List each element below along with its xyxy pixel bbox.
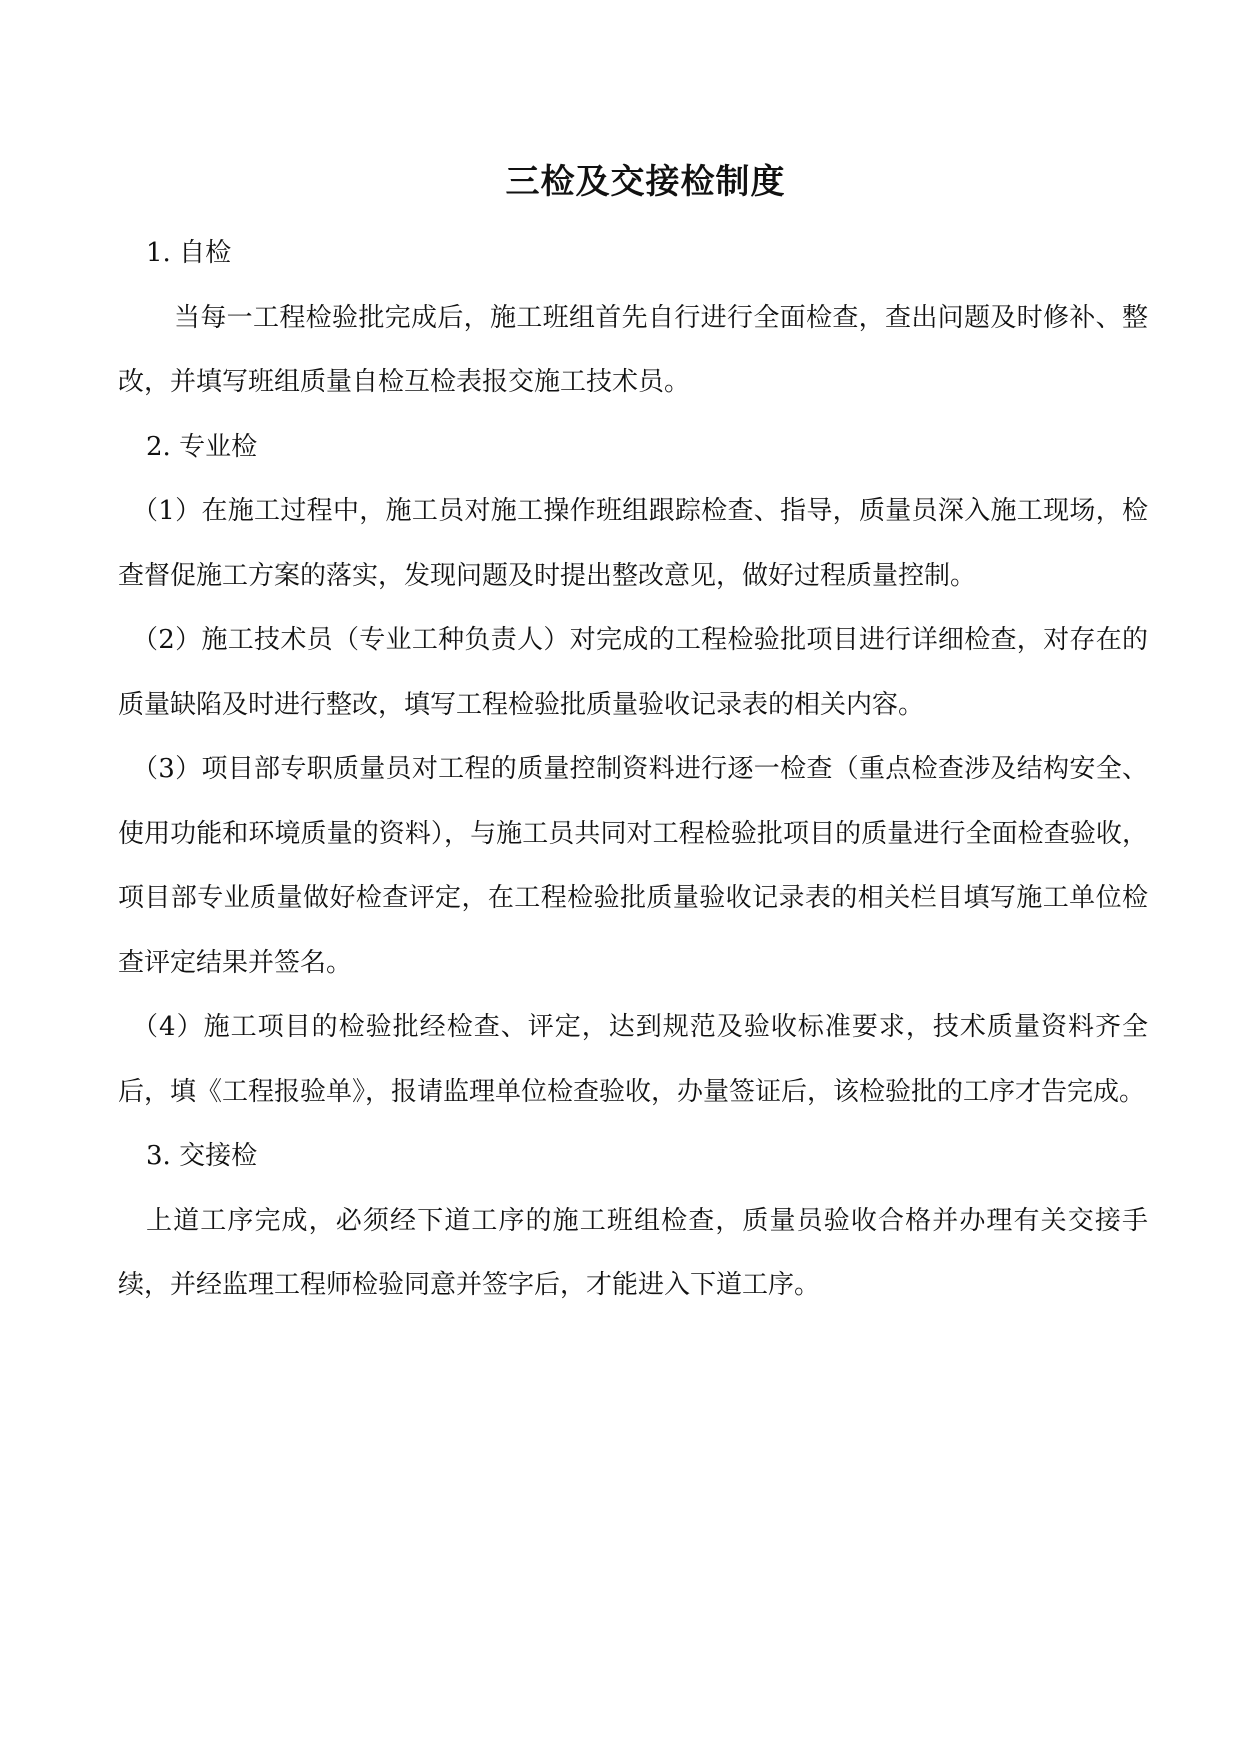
section-heading-handover-check: 3. 交接检 [146, 1141, 258, 1171]
paragraph-professional-check-2: （2）施工技术员（专业工种负责人）对完成的工程检验批项目进行详细检查，对存在的质量缺陷及时进行整改，填写工程检验批质量验收记录表的相关内容。 [118, 625, 1148, 720]
document-title: 三检及交接检制度 [505, 162, 786, 202]
paragraph-handover-check: 上道工序完成，必须经下道工序的施工班组检查，质量员验收合格并办理有关交接手续，并经监理工程师检验同意并签字后，才能进入下道工序。 [118, 1205, 1148, 1300]
document-body [118, 221, 1148, 1318]
section-heading-self-check: 1. 自检 [146, 238, 232, 268]
paragraph-professional-check-4: （4）施工项目的检验批经检查、评定，达到规范及验收标准要求，技术质量资料齐全后，填《工程报验单》，报请监理单位检查验收，办量签证后，该检验批的工序才告完成。 [118, 1012, 1148, 1107]
paragraph-professional-check-3: （3）项目部专职质量员对工程的质量控制资料进行逐一检查（重点检查涉及结构安全、使用功能和环境质量的资料），与施工员共同对工程检验批项目的质量进行全面检查验收，项目部专业质量做好检查评定，在工程检验批质量验收记录表的相关栏目填写施工单位检查评定结果并签名。 [118, 754, 1148, 978]
section-heading-professional-check: 2. 专业检 [146, 431, 258, 462]
paragraph-self-check: 当每一工程检验批完成后，施工班组首先自行进行全面检查，查出问题及时修补、整改，并填写班组质量自检互检表报交施工技术员。 [118, 302, 1148, 397]
paragraph-professional-check-1: （1）在施工过程中，施工员对施工操作班组跟踪检查、指导，质量员深入施工现场，检查督促施工方案的落实，发现问题及时提出整改意见，做好过程质量控制。 [118, 496, 1148, 591]
